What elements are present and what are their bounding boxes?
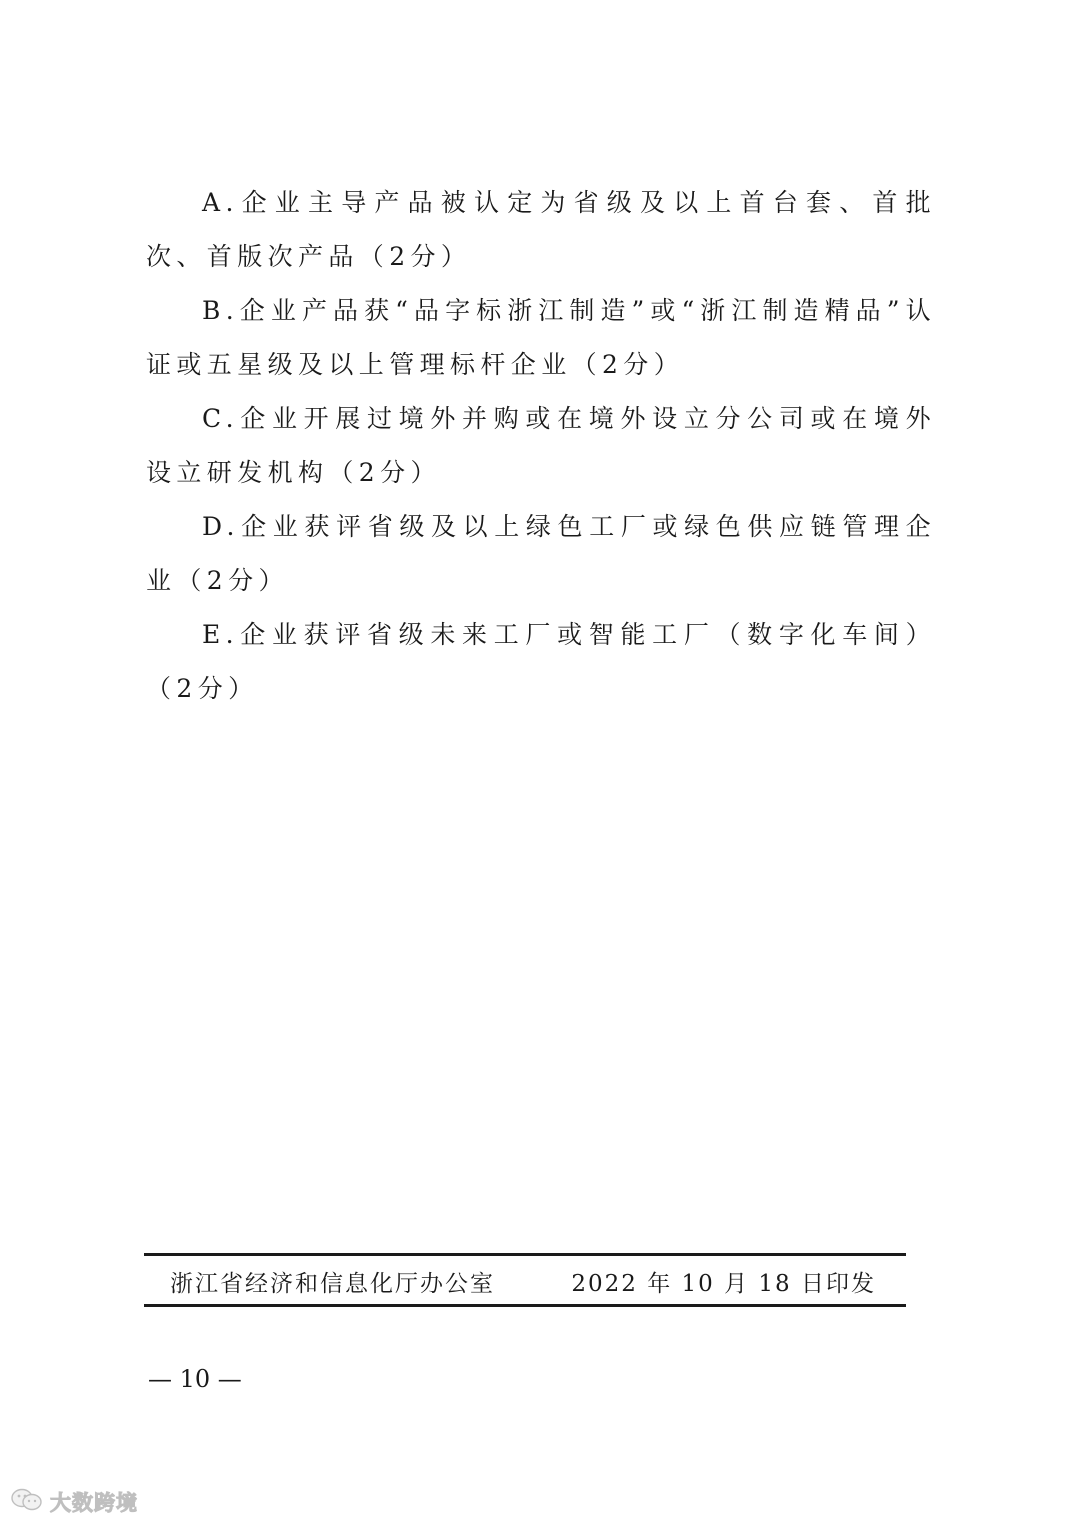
wechat-logo-icon	[10, 1487, 44, 1517]
criterion-item-d: D.企业获评省级及以上绿色工厂或绿色供应链管理企业（2分）	[146, 512, 936, 595]
criterion-item-b: B.企业产品获“品字标浙江制造”或“浙江制造精品”认证或五星级及以上管理标杆企业（2分）	[146, 296, 936, 379]
page-number: — 10 —	[148, 1365, 242, 1393]
criterion-item-c: C.企业开展过境外并购或在境外设立分公司或在境外设立研发机构（2分）	[146, 404, 936, 487]
issue-date: 2022 年 10 月 18 日印发	[571, 1271, 876, 1297]
document-body	[146, 176, 936, 716]
criterion-item-e: E.企业获评省级未来工厂或智能工厂（数字化车间）（2分）	[146, 620, 936, 703]
issuer-name: 浙江省经济和信息化厅办公室	[170, 1271, 495, 1297]
issuance-footer	[144, 1253, 906, 1307]
watermark-text: 大数跨境	[50, 1491, 138, 1515]
criterion-item-a: A.企业主导产品被认定为省级及以上首台套、首批次、首版次产品（2分）	[146, 188, 936, 271]
watermark	[10, 1488, 138, 1516]
